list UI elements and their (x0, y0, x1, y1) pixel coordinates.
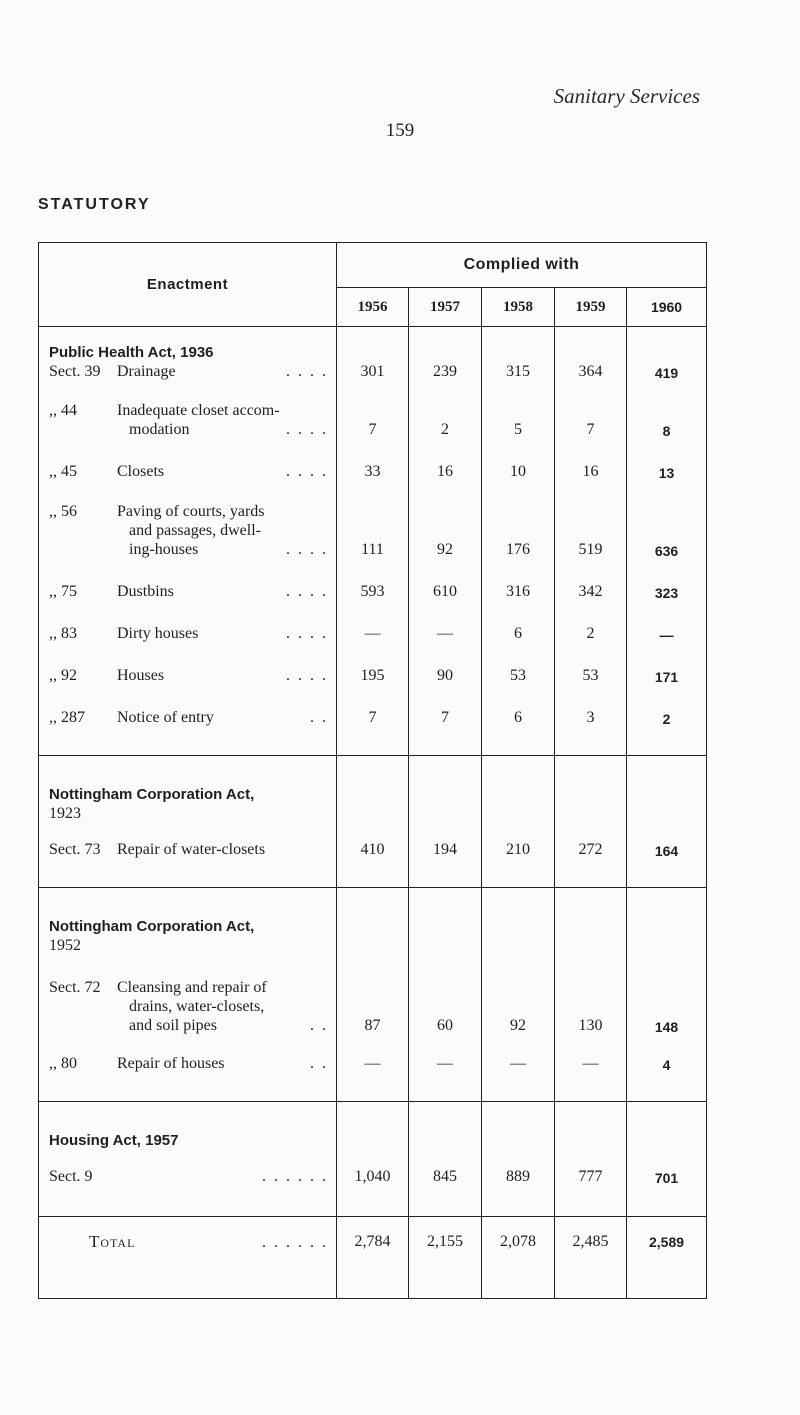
table-cell: 636 (627, 485, 707, 563)
act-title: Public Health Act, 1936 (49, 344, 214, 361)
section-number: ,, 80 (49, 1055, 77, 1072)
table-cell: 610 (409, 563, 482, 605)
table-cell: 53 (555, 647, 627, 689)
table-cell: — (337, 1039, 409, 1077)
table-cell: 301 (337, 362, 409, 385)
leader-dots: . . . . . . (262, 1234, 328, 1252)
leader-dots: . . . . (286, 583, 328, 600)
act-title-row (39, 1131, 707, 1150)
page-number: 159 (385, 120, 415, 141)
section-number: ,, 92 (49, 667, 77, 684)
table-cell: 7 (555, 385, 627, 443)
table-cell: 8 (627, 385, 707, 443)
table-row (39, 385, 707, 443)
table-cell: 889 (482, 1150, 555, 1190)
enactment-header: Enactment (39, 243, 337, 327)
table-row (39, 443, 707, 485)
table-cell: 845 (409, 1150, 482, 1190)
table-cell: 2 (409, 385, 482, 443)
total-cell: 2,784 (337, 1216, 409, 1272)
table-cell: — (627, 605, 707, 647)
table-cell: 5 (482, 385, 555, 443)
row-label: Repair of water-closets (117, 841, 266, 858)
table-cell: 342 (555, 563, 627, 605)
leader-dots: . . . . (286, 421, 328, 438)
running-head: Sanitary Services (553, 84, 700, 108)
row-label: Cleansing and repair of (117, 979, 267, 996)
row-label-continued: modation (129, 421, 190, 438)
table-cell: — (337, 605, 409, 647)
table-cell: 315 (482, 362, 555, 385)
row-label-continued: and soil pipes (129, 1017, 217, 1034)
table-cell: 148 (627, 955, 707, 1039)
year-header: 1956 (337, 288, 409, 327)
table-cell: 701 (627, 1150, 707, 1190)
year-header: 1959 (555, 288, 627, 327)
section-number: ,, 44 (49, 402, 77, 419)
section-number: ,, 287 (49, 709, 85, 726)
table-cell: 13 (627, 443, 707, 485)
section-number: ,, 75 (49, 583, 77, 600)
total-cell: 2,155 (409, 1216, 482, 1272)
section-number: Sect. 72 (49, 979, 101, 996)
year-header: 1960 (627, 288, 707, 327)
section-number: ,, 83 (49, 625, 77, 642)
table-cell: 87 (337, 955, 409, 1039)
row-label: Paving of courts, yards (117, 503, 265, 520)
act-title-year: 1923 (49, 805, 81, 822)
table-cell: 1,040 (337, 1150, 409, 1190)
section-number: ,, 45 (49, 463, 77, 480)
table-cell: 7 (337, 689, 409, 731)
table-cell: 171 (627, 647, 707, 689)
table-cell: 777 (555, 1150, 627, 1190)
table-cell: 10 (482, 443, 555, 485)
table-cell: 194 (409, 823, 482, 863)
table-row (39, 362, 707, 385)
leader-dots: . . (310, 1055, 328, 1072)
leader-dots: . . . . (286, 541, 328, 558)
table-cell: 164 (627, 823, 707, 863)
act-title-row (39, 917, 707, 955)
table-row (39, 823, 707, 863)
leader-dots: . . . . (286, 625, 328, 642)
table-row (39, 955, 707, 1039)
table-cell: 593 (337, 563, 409, 605)
total-cell: 2,589 (627, 1216, 707, 1272)
act-title: Nottingham Corporation Act, (49, 918, 255, 935)
total-row (39, 1216, 707, 1272)
row-label: Houses (117, 667, 165, 684)
row-label: Inadequate closet accom- (117, 402, 280, 419)
leader-dots: . . . . (286, 463, 328, 480)
total-cell: 2,485 (555, 1216, 627, 1272)
row-label: Dirty houses (117, 625, 199, 642)
table-cell: 316 (482, 563, 555, 605)
table-row (39, 485, 707, 563)
table-cell: — (409, 605, 482, 647)
table-row (39, 605, 707, 647)
row-label: Repair of houses (117, 1055, 225, 1072)
section-number: ,, 56 (49, 503, 77, 520)
section-number: Sect. 73 (49, 841, 101, 858)
row-label: Dustbins (117, 583, 174, 600)
table-row (39, 647, 707, 689)
table-cell: 60 (409, 955, 482, 1039)
row-label-continued: ing-houses (129, 541, 199, 558)
table-cell: 272 (555, 823, 627, 863)
leader-dots: . . . . (286, 363, 328, 380)
row-label-continued: and passages, dwell- (129, 522, 261, 539)
table-cell: 210 (482, 823, 555, 863)
act-title: Nottingham Corporation Act, (49, 786, 255, 803)
row-label: Drainage (117, 363, 176, 380)
table-cell: 410 (337, 823, 409, 863)
row-label-continued: drains, water-closets, (129, 998, 265, 1015)
table-cell: 16 (555, 443, 627, 485)
table-cell: 92 (409, 485, 482, 563)
complied-with-header: Complied with (337, 243, 707, 288)
table-cell: — (409, 1039, 482, 1077)
table-cell: 195 (337, 647, 409, 689)
row-label: Closets (117, 463, 165, 480)
table-cell: 323 (627, 563, 707, 605)
act-title-row (39, 343, 707, 362)
table-cell: 6 (482, 605, 555, 647)
table-cell: 364 (555, 362, 627, 385)
total-cell: 2,078 (482, 1216, 555, 1272)
act-title-year: 1952 (49, 937, 81, 954)
table-cell: 519 (555, 485, 627, 563)
table-cell: 7 (337, 385, 409, 443)
year-header: 1958 (482, 288, 555, 327)
section-title: STATUTORY (38, 196, 151, 213)
section-number: Sect. 9 (49, 1168, 93, 1185)
table-cell: 90 (409, 647, 482, 689)
leader-dots: . . . . . . (262, 1168, 328, 1185)
act-title: Housing Act, 1957 (49, 1132, 179, 1149)
table-cell: 16 (409, 443, 482, 485)
table-cell: — (555, 1039, 627, 1077)
table-cell: 2 (627, 689, 707, 731)
total-label: Total (89, 1232, 136, 1252)
table-cell: 2 (555, 605, 627, 647)
table-row (39, 689, 707, 731)
act-title-row (39, 785, 707, 823)
leader-dots: . . (310, 1017, 328, 1034)
leader-dots: . . (310, 709, 328, 726)
table-cell: — (482, 1039, 555, 1077)
table-cell: 4 (627, 1039, 707, 1077)
table-cell: 239 (409, 362, 482, 385)
table-cell: 6 (482, 689, 555, 731)
year-header: 1957 (409, 288, 482, 327)
table-cell: 130 (555, 955, 627, 1039)
table-cell: 7 (409, 689, 482, 731)
table-cell: 176 (482, 485, 555, 563)
row-label: Notice of entry (117, 709, 214, 726)
table-cell: 111 (337, 485, 409, 563)
table-row (39, 1150, 707, 1190)
table-cell: 53 (482, 647, 555, 689)
table-cell: 419 (627, 362, 707, 385)
section-number: Sect. 39 (49, 363, 101, 380)
table-cell: 3 (555, 689, 627, 731)
table-row (39, 563, 707, 605)
table-row (39, 1039, 707, 1077)
statutory-table (38, 242, 707, 1299)
table-cell: 33 (337, 443, 409, 485)
leader-dots: . . . . (286, 667, 328, 684)
table-cell: 92 (482, 955, 555, 1039)
